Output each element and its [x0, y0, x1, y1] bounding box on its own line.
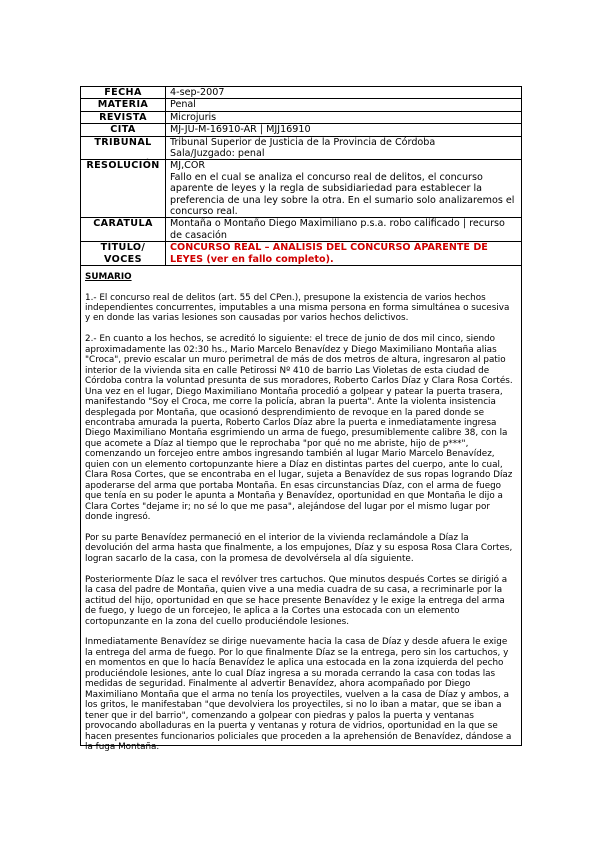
fecha-value: 4-sep-2007	[166, 87, 522, 99]
document	[80, 86, 522, 752]
sumario-paragraph: Por su parte Benavídez permaneció en el interior de la vivienda reclamándole a Díaz la devolución del arma hasta que finalmente, a los empujones, Díaz y su esposa Rosa Clara Cortes, logran sacarlo de la casa, con la promesa de devolvérsela al día siguiente.	[85, 532, 513, 564]
row-caratula	[81, 218, 522, 242]
sumario-title: SUMARIO	[85, 272, 132, 283]
row-tribunal	[81, 136, 522, 160]
row-titulo	[81, 242, 522, 266]
resolucion-value: MJ,COR Fallo en el cual se analiza el concurso real de delitos, el concurso aparente de leyes y la regla de subsidiariedad para establecer la preferencia de una ley sobre la otra. En el sumario solo analizaremos el concurso real.	[166, 160, 522, 218]
sumario-paragraph: 1.- El concurso real de delitos (art. 55 del CPen.), presupone la existencia de varios hechos independientes concurrentes, imputables a una misma persona en forma simultánea o sucesiva y en donde las varias lesiones son causadas por varios hechos delictivos.	[85, 292, 510, 324]
titulo-label: TÍTULO/ VOCES	[81, 242, 166, 266]
row-materia	[81, 99, 522, 111]
revista-value: Microjuris	[166, 111, 522, 123]
sumario-paragraph: Inmediatamente Benavídez se dirige nuevamente hacia la casa de Díaz y desde afuera le exige la entrega del arma de fuego. Por lo que finalmente Díaz se la entrega, pero sin los cartuchos, y en momentos en que lo hacía Benavídez le aplica una estocada en la zona izquierda del pecho produciéndole lesiones, ante lo cual Díaz ingresa a su morada cerrando la casa con todas las medidas de seguridad. Finalmente al advertir Benavídez, ahora acompañado por Diego Maximiliano Montaña que el arma no tenía los proyectiles, vuelven a la casa de Díaz y ambos, a los gritos, le manifestaban "que devolviera los proyectiles, si no lo iban a matar, que se iban a tener que ir del barrio", comenzando a golpear con piedras y palos la puerta y ventanas provocando abolladuras en la puerta y ventanas y rotura de vidrios, oportunidad en la que se hacen presentes funcionarios policiales que proceden a la aprehensión de Benavídez, dándose a la fuga Montaña.	[85, 637, 512, 752]
tribunal-label: TRIBUNAL	[81, 136, 166, 160]
row-cita	[81, 124, 522, 136]
row-resolucion	[81, 160, 522, 218]
caratula-label: CARÁTULA	[81, 218, 166, 242]
materia-value: Penal	[166, 99, 522, 111]
fecha-label: FECHA	[81, 87, 166, 99]
materia-label: MATERIA	[81, 99, 166, 111]
titulo-value: CONCURSO REAL – ANALISIS DEL CONCURSO APARENTE DE LEYES (ver en fallo completo).	[166, 242, 522, 266]
sumario-paragraph: Posteriormente Díaz le saca el revólver tres cartuchos. Que minutos después Cortes se dirigió a la casa del padre de Montaña, quien vive a una media cuadra de su casa, a recriminarle por la actitud del hijo, oportunidad en que se hace presente Benavídez y le exige la entrega del arma de fuego, y luego de un forcejeo, le aplica a la Cortes una estocada con un elemento cortopunzante en la zona del cuello produciéndole lesiones.	[85, 574, 508, 627]
row-revista	[81, 111, 522, 123]
revista-label: REVISTA	[81, 111, 166, 123]
sumario-paragraph: 2.- En cuanto a los hechos, se acreditó lo siguiente: el trece de junio de dos mil cinco, siendo aproximadamente las 02:30 hs., Mario Marcelo Benavídez y Diego Maximiliano Montaña alias "Croca", previo escalar un muro perimetral de más de dos metros de altura, ingresaron al patio interior de la vivienda sita en calle Petirossi Nº 410 de barrio Las Violetas de esta ciudad de Córdoba contra la voluntad presunta de sus moradores, Roberto Carlos Díaz y Clara Rosa Cortés. Una vez en el lugar, Diego Maximiliano Montaña procedió a golpear y patear la puerta trasera, manifestando "Soy el Croca, me corre la policía, abran la puerta". Ante la violenta insistencia desplegada por Montaña, que ocasionó desprendimiento de revoque en la pared donde se encontraba amurada la puerta, Roberto Carlos Díaz abre la puerta e inmediatamente ingresa Diego Maximiliano Montaña esgrimiendo un arma de fuego, presumiblemente calibre 38, con la que acomete a Díaz al tiempo que le reprochaba "por qué no me abriste, hijo de p***", comenzando un forcejeo entre ambos ingresando también al lugar Mario Marcelo Benavídez, quien con un elemento cortopunzante hiere a Díaz en distintas partes del cuerpo, ante lo cual, Clara Rosa Cortes, que se encontraba en el lugar, sujeta a Benavídez de sus ropas logrando Díaz apoderarse del arma que portaba Montaña. En esas circunstancias Díaz, con el arma de fuego que tenía en su poder le apunta a Montaña y Benavídez, oportunidad en que Montaña le dijo a Clara Cortes "dejame ir; no sé lo que me pasa", alejándose del lugar por el mismo lugar por donde ingresó.	[85, 334, 513, 523]
caratula-value: Montaña o Montaño Diego Maximiliano p.s.a. robo calificado | recurso de casación	[166, 218, 522, 242]
metadata-table	[80, 86, 522, 266]
resolucion-label: RESOLUCIÓN	[81, 160, 166, 218]
row-fecha	[81, 87, 522, 99]
cita-label: CITA	[81, 124, 166, 136]
sumario-section	[80, 266, 522, 752]
tribunal-value: Tribunal Superior de Justicia de la Provincia de Córdoba Sala/Juzgado: penal	[166, 136, 522, 160]
cita-value: MJ-JU-M-16910-AR | MJJ16910	[166, 124, 522, 136]
